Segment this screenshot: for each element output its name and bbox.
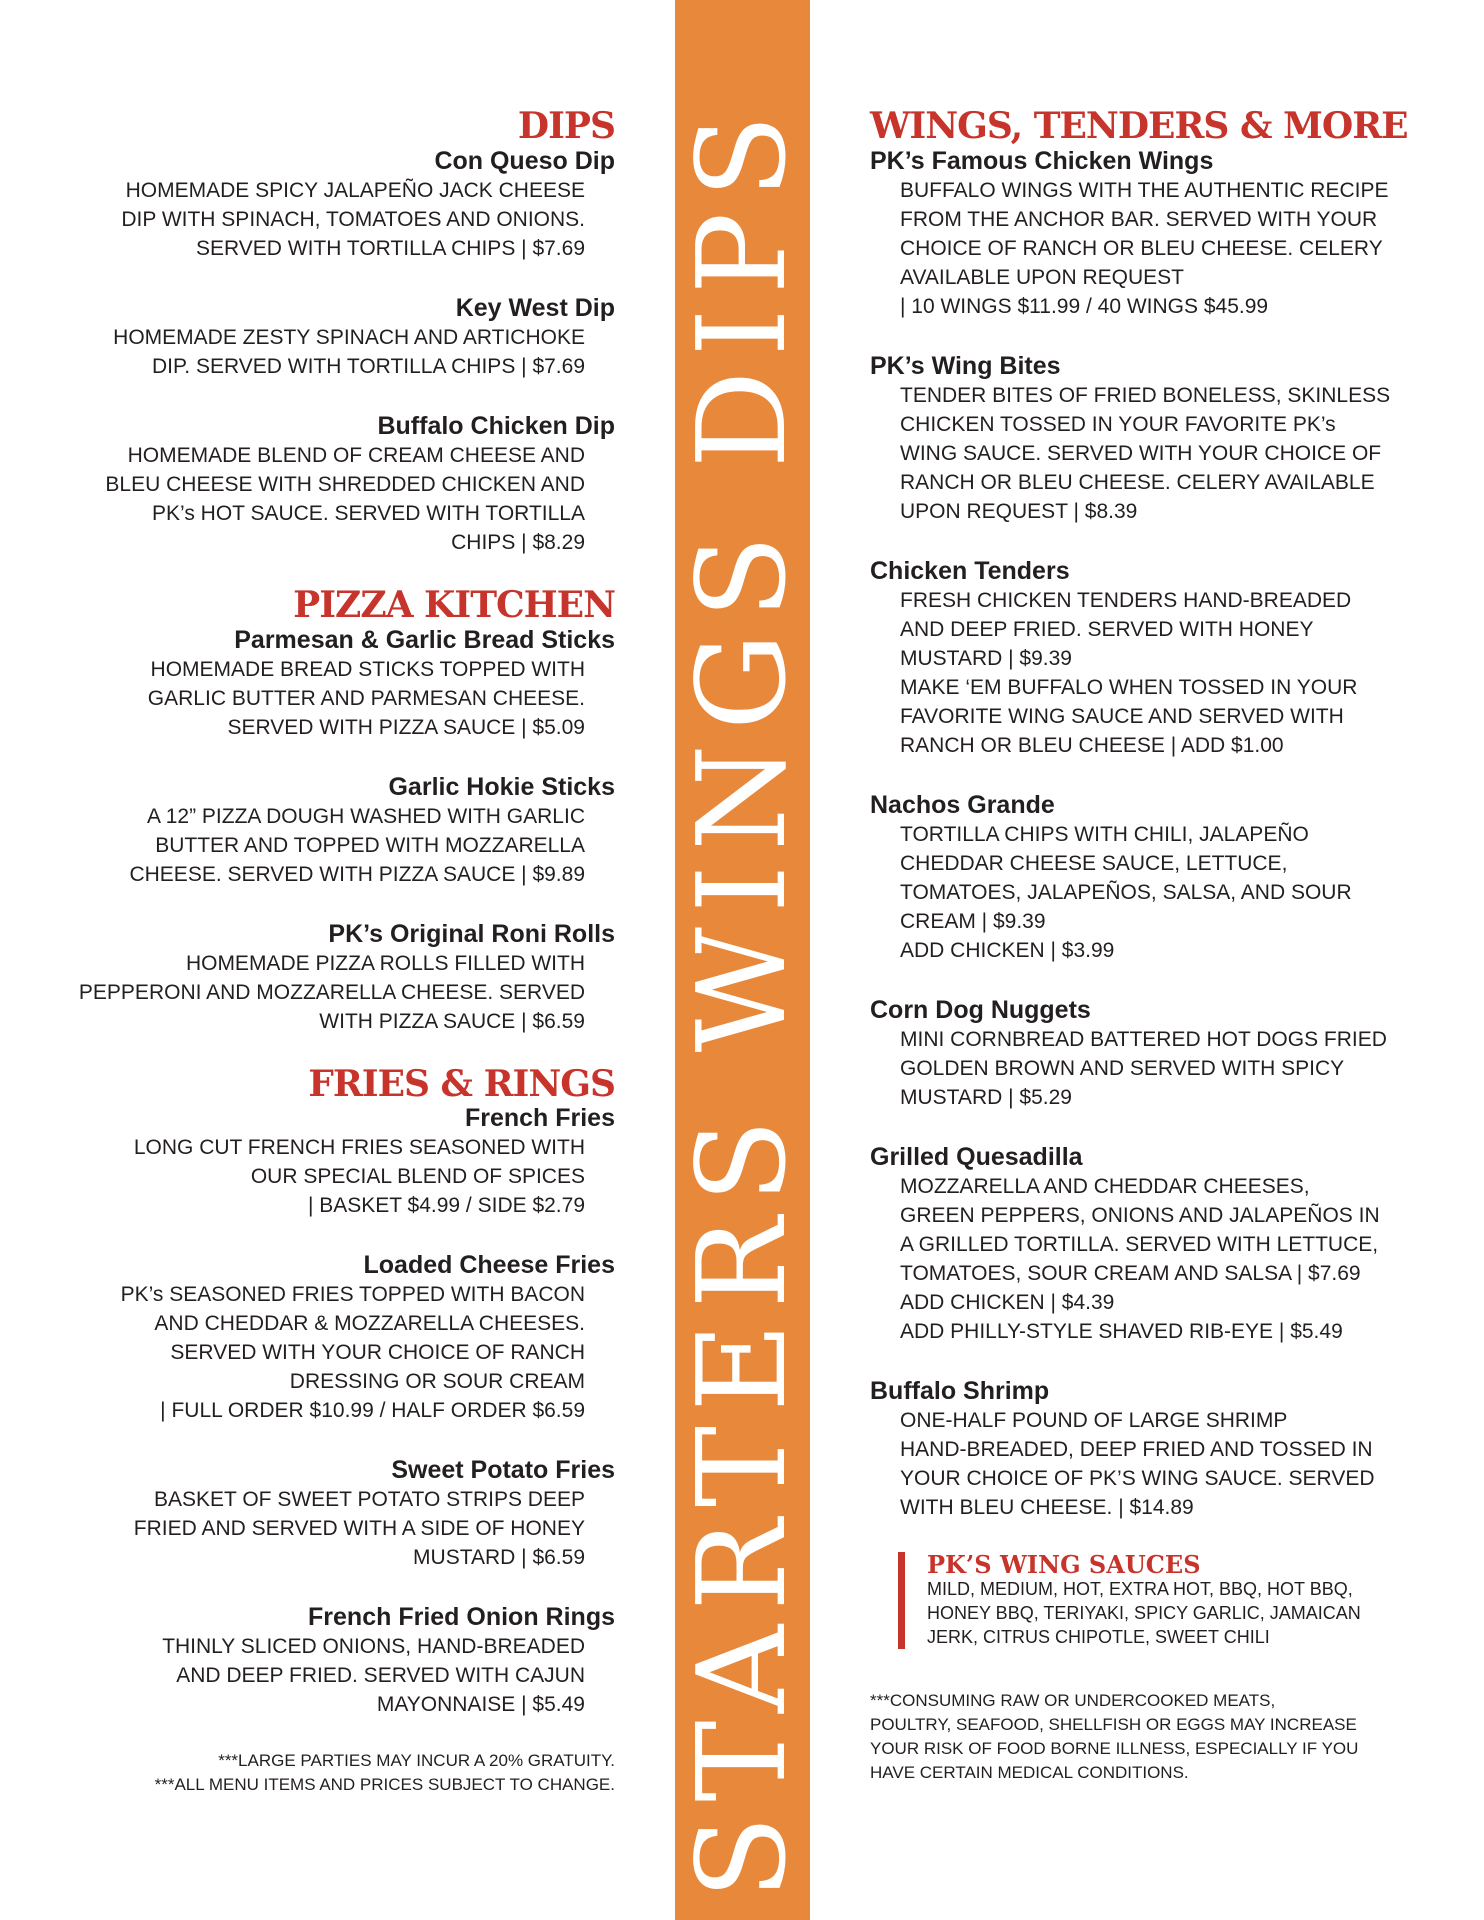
footnotes — [50, 1749, 615, 1797]
item-description — [50, 802, 615, 889]
description-line: SERVED WITH TORTILLA CHIPS | $7.69 — [195, 236, 585, 260]
description-line: | BASKET $4.99 / SIDE $2.79 — [307, 1194, 585, 1218]
item-description — [870, 1025, 1415, 1112]
menu-section — [870, 105, 1415, 1522]
description-line: HOMEMADE BREAD STICKS TOPPED WITH — [150, 657, 585, 681]
item-description — [50, 1485, 615, 1572]
item-description — [50, 441, 615, 557]
description-line: BUTTER AND TOPPED WITH MOZZARELLA — [155, 833, 585, 857]
menu-item — [50, 293, 615, 381]
description-line: GOLDEN BROWN AND SERVED WITH SPICY — [900, 1056, 1345, 1080]
description-line: LONG CUT FRENCH FRIES SEASONED WITH — [133, 1136, 585, 1160]
description-line: CREAM | $9.39 — [900, 909, 1046, 933]
description-line: MAKE ‘EM BUFFALO WHEN TOSSED IN YOUR — [900, 675, 1358, 699]
description-line: PEPPERONI AND MOZZARELLA CHEESE. SERVED — [78, 980, 585, 1004]
description-line: FAVORITE WING SAUCE AND SERVED WITH — [900, 704, 1344, 728]
wing-sauces-box — [898, 1549, 1415, 1649]
description-line: TORTILLA CHIPS WITH CHILI, JALAPEÑO — [900, 822, 1309, 846]
description-line: MINI CORNBREAD BATTERED HOT DOGS FRIED — [900, 1027, 1387, 1051]
description-line: RANCH OR BLEU CHEESE. CELERY AVAILABLE — [900, 470, 1375, 494]
menu-item — [50, 1602, 615, 1719]
item-name: Parmesan & Garlic Bread Sticks — [234, 625, 615, 654]
description-line: WITH BLEU CHEESE. | $14.89 — [900, 1495, 1194, 1519]
item-name: Buffalo Chicken Dip — [377, 411, 615, 440]
description-line: GARLIC BUTTER AND PARMESAN CHEESE. — [147, 686, 585, 710]
item-description — [50, 1133, 615, 1220]
sauce-line: HONEY BBQ, TERIYAKI, SPICY GARLIC, JAMAICAN — [927, 1602, 1361, 1623]
menu-section — [50, 583, 615, 1036]
description-line: A 12” PIZZA DOUGH WASHED WITH GARLIC — [147, 804, 585, 828]
menu-item — [870, 1376, 1415, 1522]
description-line: OUR SPECIAL BLEND OF SPICES — [250, 1165, 585, 1189]
description-line: HOMEMADE BLEND OF CREAM CHEESE AND — [127, 443, 585, 467]
description-line: ADD CHICKEN | $3.99 — [900, 938, 1115, 962]
description-line: PK’s HOT SAUCE. SERVED WITH TORTILLA — [152, 501, 585, 525]
description-line: CHIPS | $8.29 — [451, 530, 585, 554]
description-line: ONE-HALF POUND OF LARGE SHRIMP — [900, 1408, 1288, 1432]
item-name: Garlic Hokie Sticks — [388, 772, 615, 801]
item-name: Loaded Cheese Fries — [363, 1251, 615, 1280]
left-column — [50, 105, 615, 1797]
item-description — [50, 655, 615, 742]
item-name: Grilled Quesadilla — [870, 1142, 1083, 1171]
description-line: FRIED AND SERVED WITH A SIDE OF HONEY — [133, 1517, 585, 1541]
menu-item — [50, 411, 615, 557]
description-line: HAND-BREADED, DEEP FRIED AND TOSSED IN — [900, 1437, 1373, 1461]
section-title: DIPS — [517, 105, 615, 147]
sauce-line: JERK, CITRUS CHIPOTLE, SWEET CHILI — [927, 1626, 1270, 1647]
description-line: AND CHEDDAR & MOZZARELLA CHEESES. — [154, 1312, 585, 1336]
description-line: HOMEMADE ZESTY SPINACH AND ARTICHOKE — [113, 325, 585, 349]
item-name: Sweet Potato Fries — [391, 1456, 615, 1485]
description-line: ADD PHILLY-STYLE SHAVED RIB-EYE | $5.49 — [900, 1319, 1343, 1343]
item-description — [870, 1406, 1415, 1522]
item-description — [50, 1280, 615, 1425]
menu-item — [50, 1103, 615, 1220]
menu-item — [50, 146, 615, 263]
description-line: AND DEEP FRIED. SERVED WITH HONEY — [900, 617, 1314, 641]
description-line: TENDER BITES OF FRIED BONELESS, SKINLESS — [900, 383, 1391, 407]
banner-title: STARTERS WINGS DIPS — [671, 100, 813, 1900]
item-name: Key West Dip — [455, 293, 615, 322]
sauce-line: MILD, MEDIUM, HOT, EXTRA HOT, BBQ, HOT BBQ, — [927, 1578, 1353, 1599]
item-description — [50, 949, 615, 1036]
description-line: BUFFALO WINGS WITH THE AUTHENTIC RECIPE — [900, 178, 1389, 202]
description-line: GREEN PEPPERS, ONIONS AND JALAPEÑOS IN — [900, 1203, 1380, 1227]
menu-item — [50, 772, 615, 889]
section-title: PIZZA KITCHEN — [293, 583, 615, 626]
menu-item — [870, 146, 1415, 321]
menu-item — [50, 625, 615, 742]
menu-section — [50, 1062, 615, 1720]
menu-item — [870, 995, 1415, 1112]
item-name: PK’s Original Roni Rolls — [328, 919, 615, 948]
item-description — [870, 586, 1415, 760]
menu-item — [870, 1142, 1415, 1346]
description-line: DIP WITH SPINACH, TOMATOES AND ONIONS. — [121, 207, 585, 231]
menu-item — [50, 1455, 615, 1572]
description-line: FROM THE ANCHOR BAR. SERVED WITH YOUR — [900, 207, 1378, 231]
item-description — [50, 1632, 615, 1719]
description-line: | FULL ORDER $10.99 / HALF ORDER $6.59 — [160, 1399, 585, 1423]
description-line: AND DEEP FRIED. SERVED WITH CAJUN — [176, 1664, 585, 1688]
warning-line: HAVE CERTAIN MEDICAL CONDITIONS. — [870, 1762, 1189, 1782]
item-name: Corn Dog Nuggets — [870, 995, 1091, 1024]
description-line: BASKET OF SWEET POTATO STRIPS DEEP — [154, 1488, 585, 1512]
description-line: ADD CHICKEN | $4.39 — [900, 1290, 1115, 1314]
description-line: CHOICE OF RANCH OR BLEU CHEESE. CELERY — [900, 236, 1383, 260]
health-warning — [870, 1689, 1415, 1785]
description-line: MUSTARD | $9.39 — [900, 646, 1072, 670]
item-description — [50, 323, 615, 381]
item-name: French Fried Onion Rings — [308, 1603, 615, 1632]
description-line: SERVED WITH PIZZA SAUCE | $5.09 — [227, 715, 585, 739]
menu-item — [870, 790, 1415, 965]
description-line: MUSTARD | $5.29 — [900, 1085, 1072, 1109]
section-title: WINGS, TENDERS & MORE — [870, 105, 1408, 147]
description-line: CHEDDAR CHEESE SAUCE, LETTUCE, — [900, 851, 1288, 875]
description-line: SERVED WITH YOUR CHOICE OF RANCH — [170, 1341, 585, 1365]
item-description — [870, 820, 1415, 965]
description-line: | 10 WINGS $11.99 / 40 WINGS $45.99 — [900, 294, 1269, 318]
section-title: FRIES & RINGS — [308, 1062, 615, 1105]
description-line: FRESH CHICKEN TENDERS HAND-BREADED — [900, 588, 1352, 612]
item-name: Chicken Tenders — [870, 556, 1070, 585]
menu-item — [50, 919, 615, 1036]
description-line: WITH PIZZA SAUCE | $6.59 — [319, 1009, 585, 1033]
description-line: YOUR CHOICE OF PK’S WING SAUCE. SERVED — [900, 1466, 1375, 1490]
description-line: TOMATOES, SOUR CREAM AND SALSA | $7.69 — [900, 1261, 1361, 1285]
wing-sauces-title: PK’S WING SAUCES — [927, 1549, 1201, 1579]
footnote-line: ***LARGE PARTIES MAY INCUR A 20% GRATUITY. — [218, 1751, 615, 1771]
item-description — [870, 176, 1415, 321]
description-line: MOZZARELLA AND CHEDDAR CHEESES, — [900, 1174, 1310, 1198]
wing-sauces-list — [927, 1577, 1415, 1649]
warning-line: YOUR RISK OF FOOD BORNE ILLNESS, ESPECIALLY IF YOU — [870, 1738, 1359, 1758]
warning-line: ***CONSUMING RAW OR UNDERCOOKED MEATS, — [870, 1690, 1276, 1710]
description-line: A GRILLED TORTILLA. SERVED WITH LETTUCE, — [900, 1232, 1379, 1256]
description-line: CHEESE. SERVED WITH PIZZA SAUCE | $9.89 — [129, 862, 585, 886]
item-name: PK’s Famous Chicken Wings — [870, 146, 1214, 175]
menu-item — [870, 351, 1415, 526]
description-line: TOMATOES, JALAPEÑOS, SALSA, AND SOUR — [900, 880, 1352, 904]
menu-item — [870, 556, 1415, 760]
item-description — [870, 1172, 1415, 1346]
description-line: WING SAUCE. SERVED WITH YOUR CHOICE OF — [900, 441, 1382, 465]
item-name: Con Queso Dip — [434, 146, 615, 175]
item-name: Buffalo Shrimp — [870, 1376, 1050, 1405]
description-line: RANCH OR BLEU CHEESE | ADD $1.00 — [900, 733, 1284, 757]
footnote-line: ***ALL MENU ITEMS AND PRICES SUBJECT TO CHANGE. — [154, 1775, 615, 1795]
description-line: MAYONNAISE | $5.49 — [376, 1693, 585, 1717]
item-description — [870, 381, 1415, 526]
item-name: Nachos Grande — [870, 790, 1055, 819]
description-line: MUSTARD | $6.59 — [413, 1546, 585, 1570]
description-line: AVAILABLE UPON REQUEST — [900, 265, 1184, 289]
warning-line: POULTRY, SEAFOOD, SHELLFISH OR EGGS MAY INCREASE — [870, 1714, 1357, 1734]
description-line: DRESSING OR SOUR CREAM — [289, 1370, 585, 1394]
menu-section — [50, 105, 615, 557]
description-line: UPON REQUEST | $8.39 — [900, 499, 1138, 523]
description-line: THINLY SLICED ONIONS, HAND-BREADED — [162, 1635, 585, 1659]
description-line: HOMEMADE SPICY JALAPEÑO JACK CHEESE — [125, 178, 585, 202]
description-line: PK’s SEASONED FRIES TOPPED WITH BACON — [120, 1283, 585, 1307]
description-line: BLEU CHEESE WITH SHREDDED CHICKEN AND — [105, 472, 585, 496]
menu-item — [50, 1250, 615, 1425]
item-description — [50, 176, 615, 263]
item-name: French Fries — [464, 1104, 615, 1133]
description-line: DIP. SERVED WITH TORTILLA CHIPS | $7.69 — [151, 354, 585, 378]
description-line: CHICKEN TOSSED IN YOUR FAVORITE PK’s — [900, 412, 1336, 436]
item-name: PK’s Wing Bites — [870, 351, 1061, 380]
right-column — [870, 105, 1415, 1785]
description-line: HOMEMADE PIZZA ROLLS FILLED WITH — [185, 951, 585, 975]
